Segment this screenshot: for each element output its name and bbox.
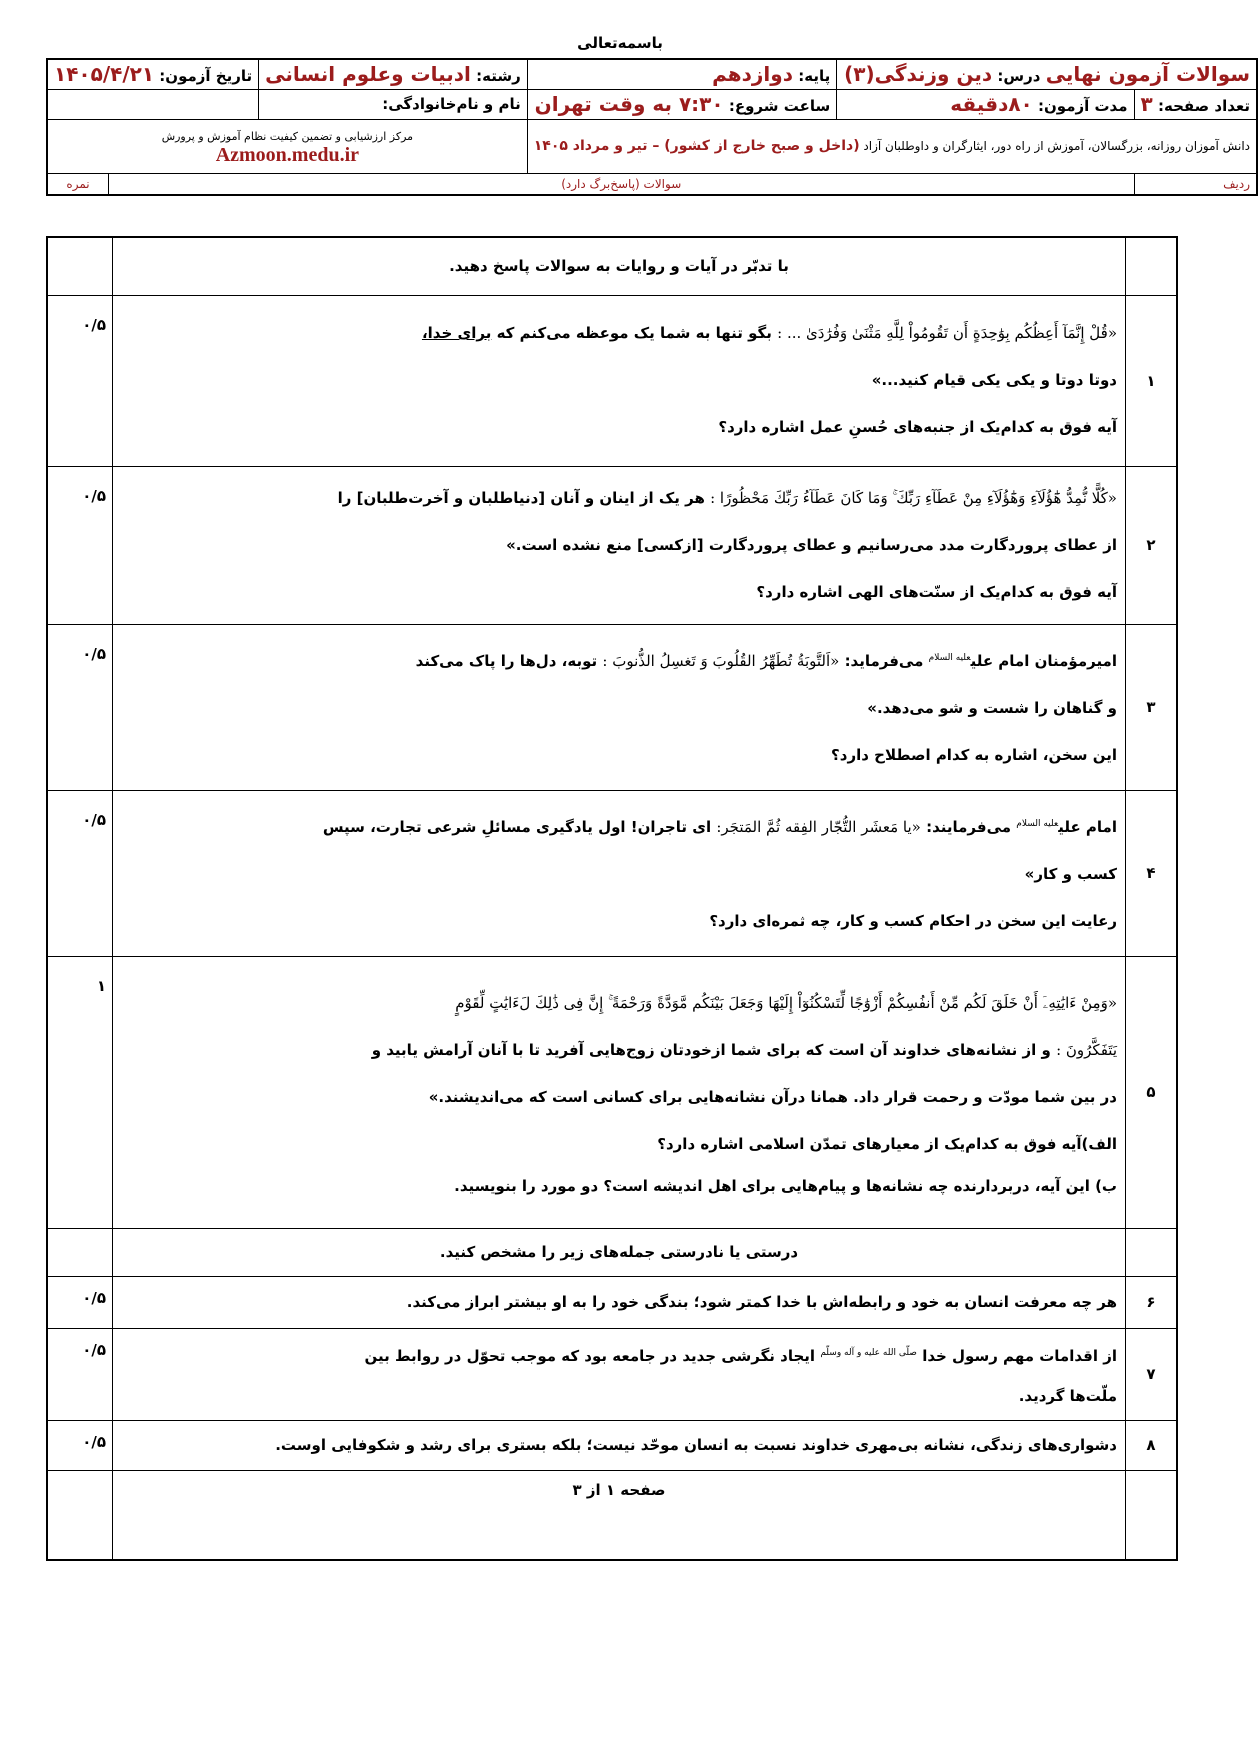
name-label-cell bbox=[259, 89, 528, 119]
question-score: ۰/۵ bbox=[47, 790, 113, 956]
students-cell bbox=[527, 119, 1257, 173]
hadith-translation: ای تاجران! اول یادگیری مسائلِ شرعی تجارت، سپس bbox=[322, 818, 712, 836]
hadith-translation-cont: و گناهان را شست و شو می‌دهد.» bbox=[867, 699, 1117, 717]
question-row-2 bbox=[47, 466, 1177, 624]
start-cell bbox=[527, 89, 836, 119]
field-label: رشته: bbox=[476, 67, 521, 86]
question-text: هر چه معرفت انسان به خود و رابطه‌اش با خدا کمتر شود؛ بندگی خود را به او بیشتر ابراز می‌کند. bbox=[113, 1276, 1126, 1328]
grade-cell bbox=[527, 59, 836, 89]
question-score: ۰/۵ bbox=[47, 295, 113, 466]
question-score: ۰/۵ bbox=[47, 1276, 113, 1328]
statement-text-cont: ایجاد نگرشی جدید در جامعه بود که موجب تحوّل در روابط بین bbox=[364, 1346, 816, 1365]
hadith-intro: امیرمؤمنان امام علی bbox=[970, 652, 1117, 670]
question-row-5 bbox=[47, 956, 1177, 1228]
pages-label: تعداد صفحه: bbox=[1157, 97, 1250, 115]
section-row bbox=[47, 237, 1177, 295]
session-text: (داخل و صبح خارج از کشور) – تیر و مرداد ۱۴۰۵ bbox=[533, 138, 860, 154]
duration-label: مدت آزمون: bbox=[1037, 97, 1128, 115]
page-number: صفحه ۱ از ۳ bbox=[113, 1470, 1126, 1560]
hadith-translation: توبه، دل‌ها را پاک می‌کند bbox=[415, 652, 598, 670]
grade-value: دوازدهم bbox=[712, 62, 793, 87]
quran-verse-end: يَتَفَكَّرُونَ : bbox=[1056, 1041, 1117, 1059]
question-row-4 bbox=[47, 790, 1177, 956]
verse-translation-cont: دوتا دوتا و یکی یکی قیام کنید...» bbox=[871, 371, 1117, 389]
course-label: درس: bbox=[997, 67, 1041, 86]
bismillah: باسمه‌تعالی bbox=[577, 34, 663, 52]
question-text: رعایت این سخن در احکام کسب و کار، چه ثمره‌ای دارد؟ bbox=[709, 912, 1117, 930]
question-body bbox=[113, 466, 1126, 624]
question-row-8 bbox=[47, 1420, 1177, 1470]
hadith-intro-verb: می‌فرمایند: bbox=[926, 818, 1012, 836]
date-label: تاریخ آزمون: bbox=[159, 67, 253, 86]
hadith-quote: «اَلتَّوبَةُ تُطَهِّرُ القُلُوبَ وَ تَغسِلُ الذُّنوبَ : bbox=[602, 652, 840, 670]
pages-value: ۳ bbox=[1140, 92, 1153, 116]
question-score: ۱ bbox=[47, 956, 113, 1228]
section-title-1: با تدبّر در آیات و روایات به سوالات پاسخ دهید. bbox=[113, 237, 1126, 295]
verse-translation: و از نشانه‌های خداوند آن است که برای شما ازخودتان زوج‌هایی آفرید تا با آنان آرامش یابید و bbox=[371, 1041, 1051, 1059]
footer-row bbox=[47, 1470, 1177, 1560]
question-row-3 bbox=[47, 624, 1177, 790]
field-cell bbox=[259, 59, 528, 89]
question-body bbox=[113, 1328, 1126, 1420]
question-score: ۰/۵ bbox=[47, 624, 113, 790]
question-number: ۶ bbox=[1126, 1276, 1178, 1328]
statement-text-end: ملّت‌ها گردید. bbox=[1018, 1386, 1117, 1405]
center-text: مرکز ارزشیابی و تضمین کیفیت نظام آموزش و پرورش bbox=[161, 129, 414, 143]
name-label: نام و نام‌خانوادگی: bbox=[382, 95, 521, 113]
exam-title: سوالات آزمون نهایی bbox=[1045, 62, 1250, 87]
name-field[interactable] bbox=[47, 89, 259, 119]
start-label: ساعت شروع: bbox=[728, 97, 831, 115]
question-number: ۸ bbox=[1126, 1420, 1178, 1470]
course-name: دین وزندگی(۳) bbox=[844, 62, 993, 87]
quran-verse: «كُلًّا نُّمِدُّ هَٰٓؤُلَآءِ وَهَٰٓؤُلَآءِ مِنْ عَطَآءِ رَبِّكَ ۚ وَمَا كَانَ عَطَآءُ رَبِّكَ مَحْظُورًا : bbox=[710, 488, 1117, 507]
question-text: دشواری‌های زندگی، نشانه بی‌مهری خداوند نسبت به انسان موحّد نیست؛ بلکه بستری برای رشد و شکوفایی اوست. bbox=[113, 1420, 1126, 1470]
pages-cell bbox=[1134, 89, 1257, 119]
section-title-2: درستی یا نادرستی جمله‌های زیر را مشخص کنید. bbox=[113, 1228, 1126, 1276]
question-text: آیه فوق به کدام‌یک از جنبه‌های حُسنِ عمل اشاره دارد؟ bbox=[718, 418, 1117, 436]
statement-text: از اقدامات مهم رسول خدا bbox=[922, 1346, 1117, 1365]
questions-table bbox=[46, 236, 1178, 1561]
question-number: ۷ bbox=[1126, 1328, 1178, 1420]
hadith-intro-verb: می‌فرماید: bbox=[844, 652, 924, 670]
date-value: ۱۴۰۵/۴/۲۱ bbox=[54, 62, 155, 87]
grade-label: پایه: bbox=[798, 67, 831, 86]
exam-header bbox=[46, 58, 1258, 196]
website-link[interactable]: Azmoon.medu.ir bbox=[215, 143, 360, 166]
hadith-intro: امام علی bbox=[1058, 818, 1117, 836]
section-row bbox=[47, 1228, 1177, 1276]
question-part-a: الف)آیه فوق به کدام‌یک از معیارهای تمدّن اسلامی اشاره دارد؟ bbox=[657, 1135, 1117, 1153]
question-score: ۰/۵ bbox=[47, 1420, 113, 1470]
question-text: آیه فوق به کدام‌یک از سنّت‌های الهی اشاره دارد؟ bbox=[756, 582, 1117, 601]
honorific: علیه السلام bbox=[928, 653, 971, 663]
question-score: ۰/۵ bbox=[47, 466, 113, 624]
verse-translation: هر یک از اینان و آنان [دنیاطلبان و آخرت‌طلبان] را bbox=[337, 488, 705, 507]
hadith-translation-cont: کسب و کار» bbox=[1024, 865, 1117, 883]
verse-translation: بگو تنها به شما یک موعظه می‌کنم که bbox=[496, 324, 772, 342]
field-value: ادبیات وعلوم انسانی bbox=[265, 62, 471, 87]
question-score: ۰/۵ bbox=[47, 1328, 113, 1420]
question-number: ۵ bbox=[1126, 956, 1178, 1228]
question-text: این سخن، اشاره به کدام اصطلاح دارد؟ bbox=[831, 746, 1117, 764]
exam-title-cell bbox=[837, 59, 1257, 89]
duration-cell bbox=[837, 89, 1134, 119]
verse-translation-cont: در بین شما مودّت و رحمت قرار داد. همانا درآن نشانه‌هایی برای کسانی است که می‌اندیشند.» bbox=[428, 1088, 1117, 1106]
row-col-header: ردیف bbox=[1134, 173, 1257, 195]
question-part-b: ب) این آیه، دربردارنده چه نشانه‌ها و پیام‌هایی برای اهل اندیشه است؟ دو مورد را بنویسید. bbox=[454, 1177, 1117, 1195]
students-text: دانش آموزان روزانه، بزرگسالان، آموزش از راه دور، ایثارگران و داوطلبان آزاد bbox=[863, 139, 1250, 153]
center-cell bbox=[47, 119, 527, 173]
quran-verse: «قُلْ إِنَّمَآ أَعِظُكُم بِوَٰحِدَةٍ أَن تَقُومُواْ لِلَّهِ مَثْنَىٰ وَفُرَٰدَىٰ ... : bbox=[777, 324, 1117, 342]
question-number: ۱ bbox=[1126, 295, 1178, 466]
duration-value: ۸۰دقیقه bbox=[950, 92, 1033, 116]
score-col-header: نمره bbox=[47, 173, 109, 195]
verse-translation-cont: از عطای پروردگارت مدد می‌رسانیم و عطای پروردگارت [ازکسی] منع نشده است.» bbox=[506, 535, 1117, 554]
question-number: ۲ bbox=[1126, 466, 1178, 624]
questions-col-header: سوالات (پاسخ‌برگ دارد) bbox=[109, 173, 1135, 195]
start-value: ۷:۳۰ به وقت تهران bbox=[534, 92, 724, 116]
question-body bbox=[113, 295, 1126, 466]
honorific: علیه السلام bbox=[1016, 819, 1059, 829]
hadith-quote: «یا مَعشَر التُّجّار الفِقه ثُمَّ المَتجَر: bbox=[716, 818, 921, 836]
question-body bbox=[113, 956, 1126, 1228]
date-cell bbox=[47, 59, 259, 89]
question-row-1 bbox=[47, 295, 1177, 466]
question-row-7 bbox=[47, 1328, 1177, 1420]
question-row-6 bbox=[47, 1276, 1177, 1328]
quran-verse: «وَمِنْ ءَايَٰتِهِۦٓ أَنْ خَلَقَ لَكُم مِّنْ أَنفُسِكُمْ أَزْوَٰجًا لِّتَسْكُنُوٓاْ إِلَيْهَا وَجَعَلَ بَيْنَكُم مَّوَدَّةً وَرَحْمَةً ۚ إِنَّ فِى ذَٰلِكَ لَءَايَٰتٍ لِّقَوْمٍ bbox=[455, 994, 1117, 1012]
question-body bbox=[113, 624, 1126, 790]
question-number: ۳ bbox=[1126, 624, 1178, 790]
underlined-phrase: برای خدا، bbox=[421, 324, 492, 342]
question-body bbox=[113, 790, 1126, 956]
honorific: صلّی الله علیه و آله وسلّم bbox=[820, 1347, 917, 1358]
question-number: ۴ bbox=[1126, 790, 1178, 956]
